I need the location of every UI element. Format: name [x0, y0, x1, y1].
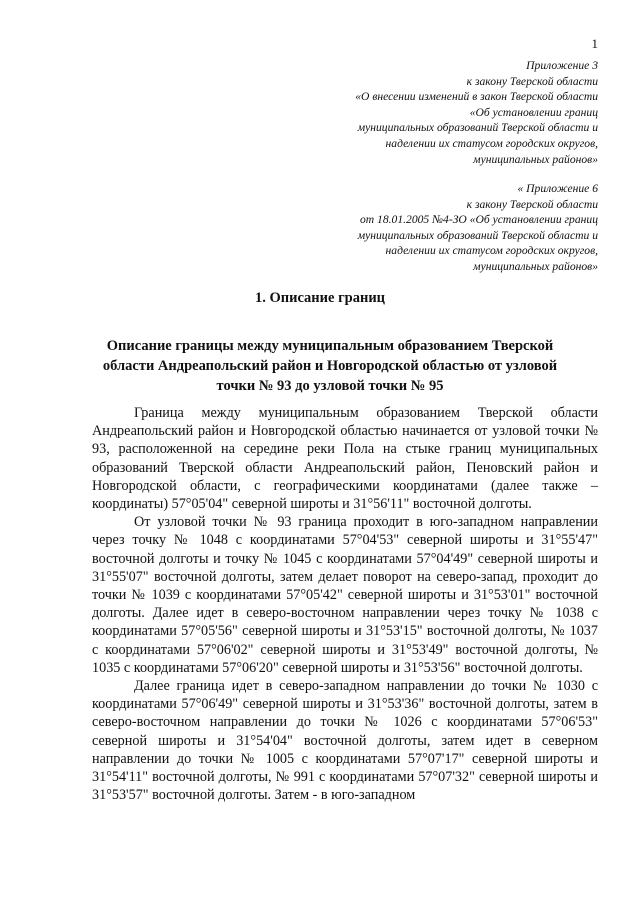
appendix-line: муниципальных образований Тверской области и	[357, 228, 598, 242]
appendix-line: Приложение 3	[526, 59, 598, 72]
title-line: Описание границы между муниципальным образованием Тверской	[106, 338, 554, 354]
appendix-line: « Приложение 6	[517, 182, 598, 195]
page-number: 1	[591, 36, 598, 51]
paragraph: Далее граница идет в северо-западном направлении до точки № 1030 с координатами 57°06'49" северной широты и 31°53'36" восточной долготы, затем в северо-восточном направлении до точки № 1026 с координатами 57°06'53" северной широты и 31°54'04" восточной долготы, затем идет в северном направлении до точки № 1005 с координатами 57°07'17" северной широты и 31°54'11" восточной долготы, № 991 с координатами 57°07'32" северной широты и 31°53'57" восточной долготы. Затем - в юго-западном	[92, 678, 598, 804]
appendix-line: «О внесении изменений в закон Тверской области	[355, 90, 598, 104]
appendix-header-3	[238, 58, 598, 167]
title-line: точки № 93 до узловой точки № 95	[216, 378, 444, 394]
paragraph: От узловой точки № 93 граница проходит в юго-западном направлении через точку № 1048 с координатами 57°04'53" северной широты и 31°55'47" восточной долготы и точку № 1045 с координатами 57°04'49" северной широты и 31°55'07" восточной долготы, затем делает поворот на северо-запад, проходит до точки № 1039 с координатами 57°05'42" северной широты и 31°53'01" восточной долготы. Далее идет в северо-восточном направлении через точку № 1038 с координатами 57°05'56" северной широты и 31°53'15" восточной долготы, № 1037 с координатами 57°06'02" северной широты и 31°53'49" восточной долготы, № 1035 с координатами 57°06'20" северной широты и 31°53'56" восточной долготы.	[92, 514, 598, 676]
appendix-line: к закону Тверской области	[466, 74, 598, 88]
appendix-line: к закону Тверской области	[466, 197, 598, 211]
appendix-line: от 18.01.2005 №4-ЗО «Об установлении границ	[359, 213, 598, 227]
border-description-title	[60, 336, 600, 396]
paragraph: Граница между муниципальным образованием Тверской области Андреапольский район и Новгородской областью начинается от узловой точки № 93, расположенной на середине реки Пола на стыке границ муниципальных образований Тверской области Андреапольский район, Пеновский район и Новгородской области, с географическими координатами (далее также – координаты) 57°05'04" северной широты и 31°56'11" восточной долготы.	[92, 405, 598, 513]
appendix-line: «Об установлении границ	[469, 105, 598, 119]
title-line: области Андреапольский район и Новгородской областью от узловой	[102, 358, 558, 374]
appendix-line: наделении их статусом городских округов,	[385, 136, 598, 150]
appendix-line: наделении их статусом городских округов,	[385, 244, 598, 258]
appendix-line: муниципальных образований Тверской области и	[357, 121, 598, 135]
section-title: 1. Описание границ	[254, 290, 386, 306]
appendix-header-6	[238, 181, 598, 275]
appendix-line: муниципальных районов»	[473, 152, 598, 166]
body-text	[92, 404, 598, 804]
appendix-line: муниципальных районов»	[473, 259, 598, 273]
